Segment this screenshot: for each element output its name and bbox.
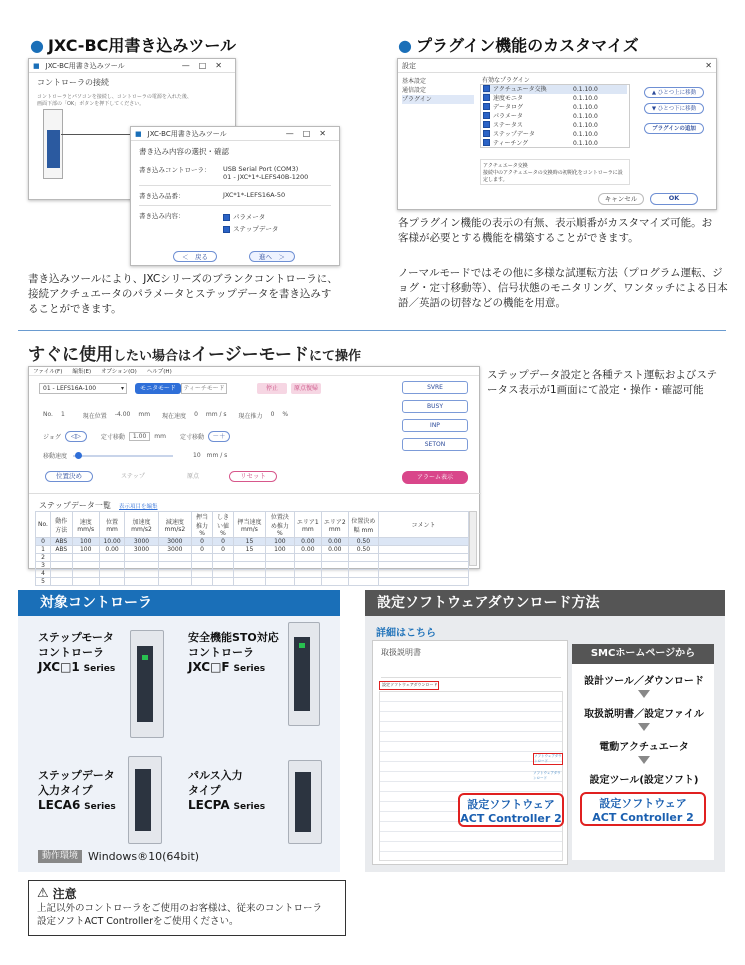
step-data-title: ステップデータ一覧	[39, 501, 111, 510]
stop-button[interactable]: 停止	[257, 383, 287, 394]
leca6-image	[128, 756, 162, 844]
caution-box: ⚠ 注意 上記以外のコントローラをご使用のお客様は、従来のコントローラ 設定ソフトACT Controllerをご使用ください。	[28, 880, 346, 936]
plugin-item[interactable]: パラメータ 0.1.10.0	[483, 112, 627, 121]
table-scrollbar[interactable]	[469, 511, 477, 566]
origin-button[interactable]: 原点復帰	[291, 383, 321, 394]
download-title: 設定ソフトウェアダウンロード方法	[365, 590, 725, 616]
down-arrow-icon	[638, 756, 650, 764]
step-data-table	[35, 511, 469, 586]
status-inp: INP	[402, 419, 468, 432]
menu-help[interactable]: ヘルプ(H)	[146, 369, 172, 375]
controller-jxcf: 安全機能STO対応 コントローラ JXC□F Series	[188, 631, 279, 674]
controller-image	[43, 109, 63, 179]
edit-columns-link[interactable]: 表示項目を編集	[119, 504, 158, 510]
tab-teach[interactable]: ティーチモード	[181, 383, 227, 394]
target-controllers-title: 対象コントローラ	[18, 590, 340, 616]
manual-page-image: 取扱説明書 設定ソフトウェアダウンロード ソフトウェアダウンロード ソフトウェアダウンロード	[372, 640, 568, 865]
plugin-list	[480, 84, 630, 148]
connect-window: ■ JXC-BC用書き込みツール —□✕ コントローラの接続 コントローラとパソコンを接続し、コントローラの電源を入れた後、 画面下部の「OK」ボタンを押下してください。	[28, 58, 236, 200]
table-header: No. 動作方法 速度 mm/s 位置 mm 加速度 mm/s2 減速度 mm/s2 押当推力 % しきい値 % 押当速度 mm/s 位置決め推力 % エリア1 mm エリア2 mm 位置決め幅 mm コメント	[36, 512, 469, 538]
section-title-writing-tool: ● JXC-BC用書き込みツール	[30, 36, 237, 55]
plugin-settings-window: 設定 ✕ 基本設定 通信設定 プラグイン 有効なプラグイン アクチュエータ交換 0.1.10.0 速度モニタ 0.1.10.0 データログ 0.1.10.0 パラメータ 0.1.10.0 ステータス 0.1.10.0 ステップデータ 0.1.10.0 ティーチング 0.1.10.0 ▲ ひとつ上に移動 ▼ ひとつ下に移動 プラグインの追加 アクチュエータ交換 接続中のアクチュエータの交換時の初期化をコントローラに設定します。 キャンセル OK	[397, 58, 717, 210]
reset-button[interactable]: リセット	[229, 471, 277, 482]
device-select[interactable]: 01 - LEFS16A-100 ▾	[39, 383, 127, 394]
cancel-button[interactable]: キャンセル	[598, 193, 644, 205]
origin2-button[interactable]: 原点	[186, 473, 199, 480]
table-row[interactable]: 4	[36, 570, 469, 578]
next-button[interactable]: 進へ ＞	[249, 251, 295, 262]
act-controller-2-box[interactable]: 設定ソフトウェア ACT Controller 2	[458, 793, 564, 827]
detail-link[interactable]: 詳細はこちら	[376, 628, 436, 639]
positioning-button[interactable]: 位置決め	[45, 471, 93, 482]
easy-mode-heading: すぐに使用したい場合はイージーモードにて操作	[28, 345, 362, 365]
table-row[interactable]: 2	[36, 554, 469, 562]
side-comm[interactable]: 通信設定	[402, 87, 427, 94]
select-confirm-window: ■ JXC-BC用書き込みツール —□✕ 書き込み内容の選択・確認 書き込みコントローラ： USB Serial Port (COM3) 01 - JXC*1*-LEFS40B-1200 書き込み品番： JXC*1*-LEFS16A-50 書き込み内容： パラメータ ステップデータ ＜ 戻る 進へ ＞	[130, 126, 340, 266]
controller-jxc1: ステップモータ コントローラ JXC□1 Series	[38, 631, 116, 674]
nav-step-1: 設計ツール／ダウンロード	[584, 676, 704, 687]
smc-homepage-label: SMCホームページから	[572, 644, 714, 664]
operating-environment: 動作環境 Windows®10(64bit)	[38, 850, 199, 863]
writing-tool-description: 書き込みツールにより、JXCシリーズのブランクコントローラに、 接続アクチュエータのパラメータとステップデータを書き込みす ることができます。	[28, 273, 338, 315]
table-row[interactable]: 0 ABS 100 10.00 3000 3000 0 0 15 100 0.00 0.00 0.50	[36, 538, 469, 546]
table-row[interactable]: 1 ABS 100 0.00 3000 3000 0 0 15 100 0.00 0.00 0.50	[36, 546, 469, 554]
add-plugin-button[interactable]: プラグインの追加	[644, 123, 704, 134]
lecpa-image	[288, 760, 322, 844]
down-arrow-icon	[638, 723, 650, 731]
nav-step-2: 取扱説明書／設定ファイル	[584, 709, 704, 720]
fixed-distance-input[interactable]: 1.00	[129, 432, 150, 441]
table-row[interactable]: 3	[36, 562, 469, 570]
plugin-item[interactable]: データログ 0.1.10.0	[483, 103, 627, 112]
plugin-item[interactable]: アクチュエータ交換 0.1.10.0	[483, 85, 627, 94]
status-readout: No. 1 現在位置 -4.00 mm 現在速度 0 mm / s 現在推力 0 %	[43, 411, 289, 420]
move-up-button[interactable]: ▲ ひとつ上に移動	[644, 87, 704, 98]
plugin-description: 各プラグイン機能の表示の有無、表示順番がカスタマイズ可能。お 客様が必要とする機能を構築することができます。	[398, 217, 713, 244]
status-seton: SETON	[402, 438, 468, 451]
menu-option[interactable]: オプション(O)	[101, 369, 137, 375]
divider	[18, 330, 726, 331]
warning-icon: ⚠	[37, 886, 49, 901]
easy-mode-description: ステップデータ設定と各種テスト運転およびステ ータス表示が1画面にて設定・操作・確認可能	[487, 369, 718, 396]
alarm-button[interactable]: アラーム表示	[402, 471, 468, 484]
nav-step-4: 設定ツール(設定ソフト)	[589, 775, 699, 786]
normal-mode-description: ノーマルモードではその他に多様な試運転方法（プログラム運転、ジ ョグ・定寸移動等）、信号状態のモニタリング、ワンタッチによる日本 語／英語の切替などの機能を用意。	[398, 267, 728, 309]
move-down-button[interactable]: ▼ ひとつ下に移動	[644, 103, 704, 114]
section-title-plugin: ● プラグイン機能のカスタマイズ	[398, 36, 639, 55]
plugin-item[interactable]: 速度モニタ 0.1.10.0	[483, 94, 627, 103]
param-checkbox[interactable]	[223, 214, 230, 221]
controller-lecpa: パルス入力 タイプ LECPA Series	[188, 769, 266, 812]
menu-edit[interactable]: 編集(E)	[72, 369, 92, 375]
ok-button[interactable]: OK	[650, 193, 698, 205]
back-button[interactable]: ＜ 戻る	[173, 251, 217, 262]
plugin-item[interactable]: ティーチング 0.1.10.0	[483, 139, 627, 148]
jxc1-image	[130, 630, 164, 738]
jxcf-image	[288, 622, 320, 726]
speed-slider-row: 移動速度 10 mm / s	[43, 452, 228, 460]
table-row[interactable]: 5	[36, 578, 469, 586]
menu-bar	[29, 367, 479, 376]
controller-leca6: ステップデータ 入力タイプ LECA6 Series	[38, 769, 116, 812]
step-button[interactable]: ステップ	[121, 473, 145, 480]
down-arrow-icon	[638, 690, 650, 698]
fixed-move-buttons[interactable]: －＋	[208, 431, 230, 442]
side-plugin[interactable]: プラグイン	[402, 95, 474, 104]
menu-file[interactable]: ファイル(F)	[33, 369, 63, 375]
speed-slider[interactable]	[73, 455, 173, 457]
act-controller-2-target[interactable]: 設定ソフトウェア ACT Controller 2	[580, 792, 706, 826]
nav-step-3: 電動アクチュエータ	[599, 742, 689, 753]
status-busy: BUSY	[402, 400, 468, 413]
tab-monitor[interactable]: モニタモード	[135, 383, 181, 394]
easy-mode-window: ファイル(F) 編集(E) オプション(O) ヘルプ(H) 01 - LEFS16A-100 ▾ モニタモード ティーチモード 停止 原点復帰 No. 1 現在位置 -4.00 mm 現在速度 0 mm / s 現在推力 0 % ジョグ ◁▷ 定寸移動 1.00 mm 定寸移動 －＋ 移動速度 10 mm / s 位置決め ステップ 原点 リセット SVRE BUSY INP SETON アラーム表示 ステップデータ一覧 表示項目を編集 No. 動作方法 速度 mm/s 位置 mm 加速度 mm/s2 減速度 mm/s2 押当推力 % しきい値 % 押当速度 mm/s 位置決め推力 % エリア1 mm エリア2 mm 位置決め幅 mm コメント 0 ABS 100 10.00 3000 3000 0 0 15 100 0.00 0.00 0.50 1 ABS 100 0.00 3000 3000 0 0 15 100 0.00 0.00 0.50 2 3 4 5	[28, 366, 480, 569]
plugin-item[interactable]: ステップデータ 0.1.10.0	[483, 130, 627, 139]
stepdata-checkbox[interactable]	[223, 226, 230, 233]
jog-buttons[interactable]: ◁▷	[65, 431, 87, 442]
side-basic[interactable]: 基本設定	[402, 78, 427, 85]
status-svre: SVRE	[402, 381, 468, 394]
plugin-item[interactable]: ステータス 0.1.10.0	[483, 121, 627, 130]
